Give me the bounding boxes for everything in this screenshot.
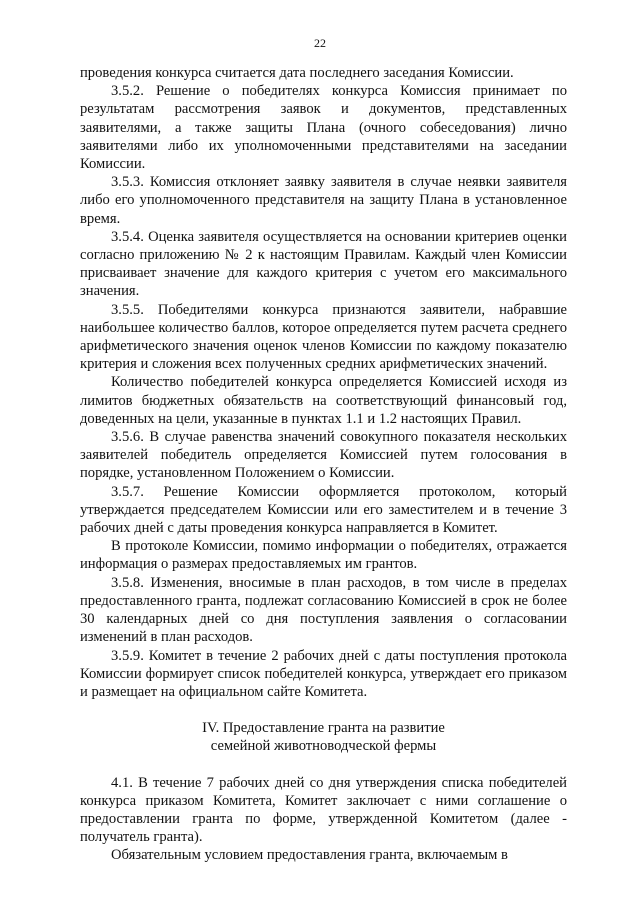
paragraph-3-5-6: 3.5.6. В случае равенства значений совокупного показателя нескольких заявителей победитель определяется Комиссией путем голосования в порядке, установленном Положением о Комиссии. <box>80 429 567 482</box>
paragraph-winners-count: Количество победителей конкурса определяется Комиссией исходя из лимитов бюджетных обязательств на соответствующий финансовый год, доведенных на цели, указанные в пунктах 1.1 и 1.2 настоящих Правил. <box>80 374 567 427</box>
paragraph-3-5-5: 3.5.5. Победителями конкурса признаются заявители, набравшие наибольшее количество баллов, которое определяется путем расчета среднего арифметического значения оценок членов Комиссии по каждому показателю критерия и сложения всех полученных средних арифметических значений. <box>80 301 567 373</box>
paragraph-3-5-3: 3.5.3. Комиссия отклоняет заявку заявителя в случае неявки заявителя либо его уполномоченного представителя на защиту Плана в установленное время. <box>80 174 567 227</box>
page-number: 22 <box>314 36 326 50</box>
paragraph-4-1: 4.1. В течение 7 рабочих дней со дня утверждения списка победителей конкурса приказом Комитета, Комитет заключает с ними соглашение о предоставлении гранта по форме, утвержденной Комитетом (далее - получатель гранта). <box>80 774 567 846</box>
paragraph-3-5-8: 3.5.8. Изменения, вносимые в план расходов, в том числе в пределах предоставленного гранта, подлежат согласованию Комиссией в срок не более 30 календарных дней со дня поступления заявления о согласовании изменений в план расходов. <box>80 574 567 646</box>
section-heading-line-2: семейной животноводческой фермы <box>210 738 437 755</box>
paragraph-mandatory-condition: Обязательным условием предоставления гранта, включаемым в <box>111 847 508 864</box>
paragraph-3-5-7: 3.5.7. Решение Комиссии оформляется протоколом, который утверждается председателем Комиссии или его заместителем и в течение 3 рабочих дней с даты проведения конкурса направляется в Комитет. <box>80 483 567 537</box>
document-body <box>80 64 567 865</box>
paragraph-3-5-4: 3.5.4. Оценка заявителя осуществляется на основании критериев оценки согласно приложению № 2 к настоящим Правилам. Каждый член Комиссии присваивает значение для каждого критерия с учетом его максимального значения. <box>80 228 567 300</box>
paragraph-3-5-9: 3.5.9. Комитет в течение 2 рабочих дней с даты поступления протокола Комиссии формирует список победителей конкурса, утверждает его приказом и размещает на официальном сайте Комитета. <box>80 647 567 700</box>
paragraph-continuation: проведения конкурса считается дата последнего заседания Комиссии. <box>80 65 514 81</box>
section-heading <box>80 719 567 755</box>
paragraph-protocol-info: В протоколе Комиссии, помимо информации о победителях, отражается информация о размерах предоставляемых им грантов. <box>80 538 567 573</box>
paragraph-3-5-2: 3.5.2. Решение о победителях конкурса Комиссия принимает по результатам рассмотрения заявок и документов, представленных заявителями, а также защиты Плана (очного собеседования) лично заявителями либо их уполномоченными представителями на заседании Комиссии. <box>80 83 567 173</box>
section-heading-line-1: IV. Предоставление гранта на развитие <box>202 720 445 737</box>
